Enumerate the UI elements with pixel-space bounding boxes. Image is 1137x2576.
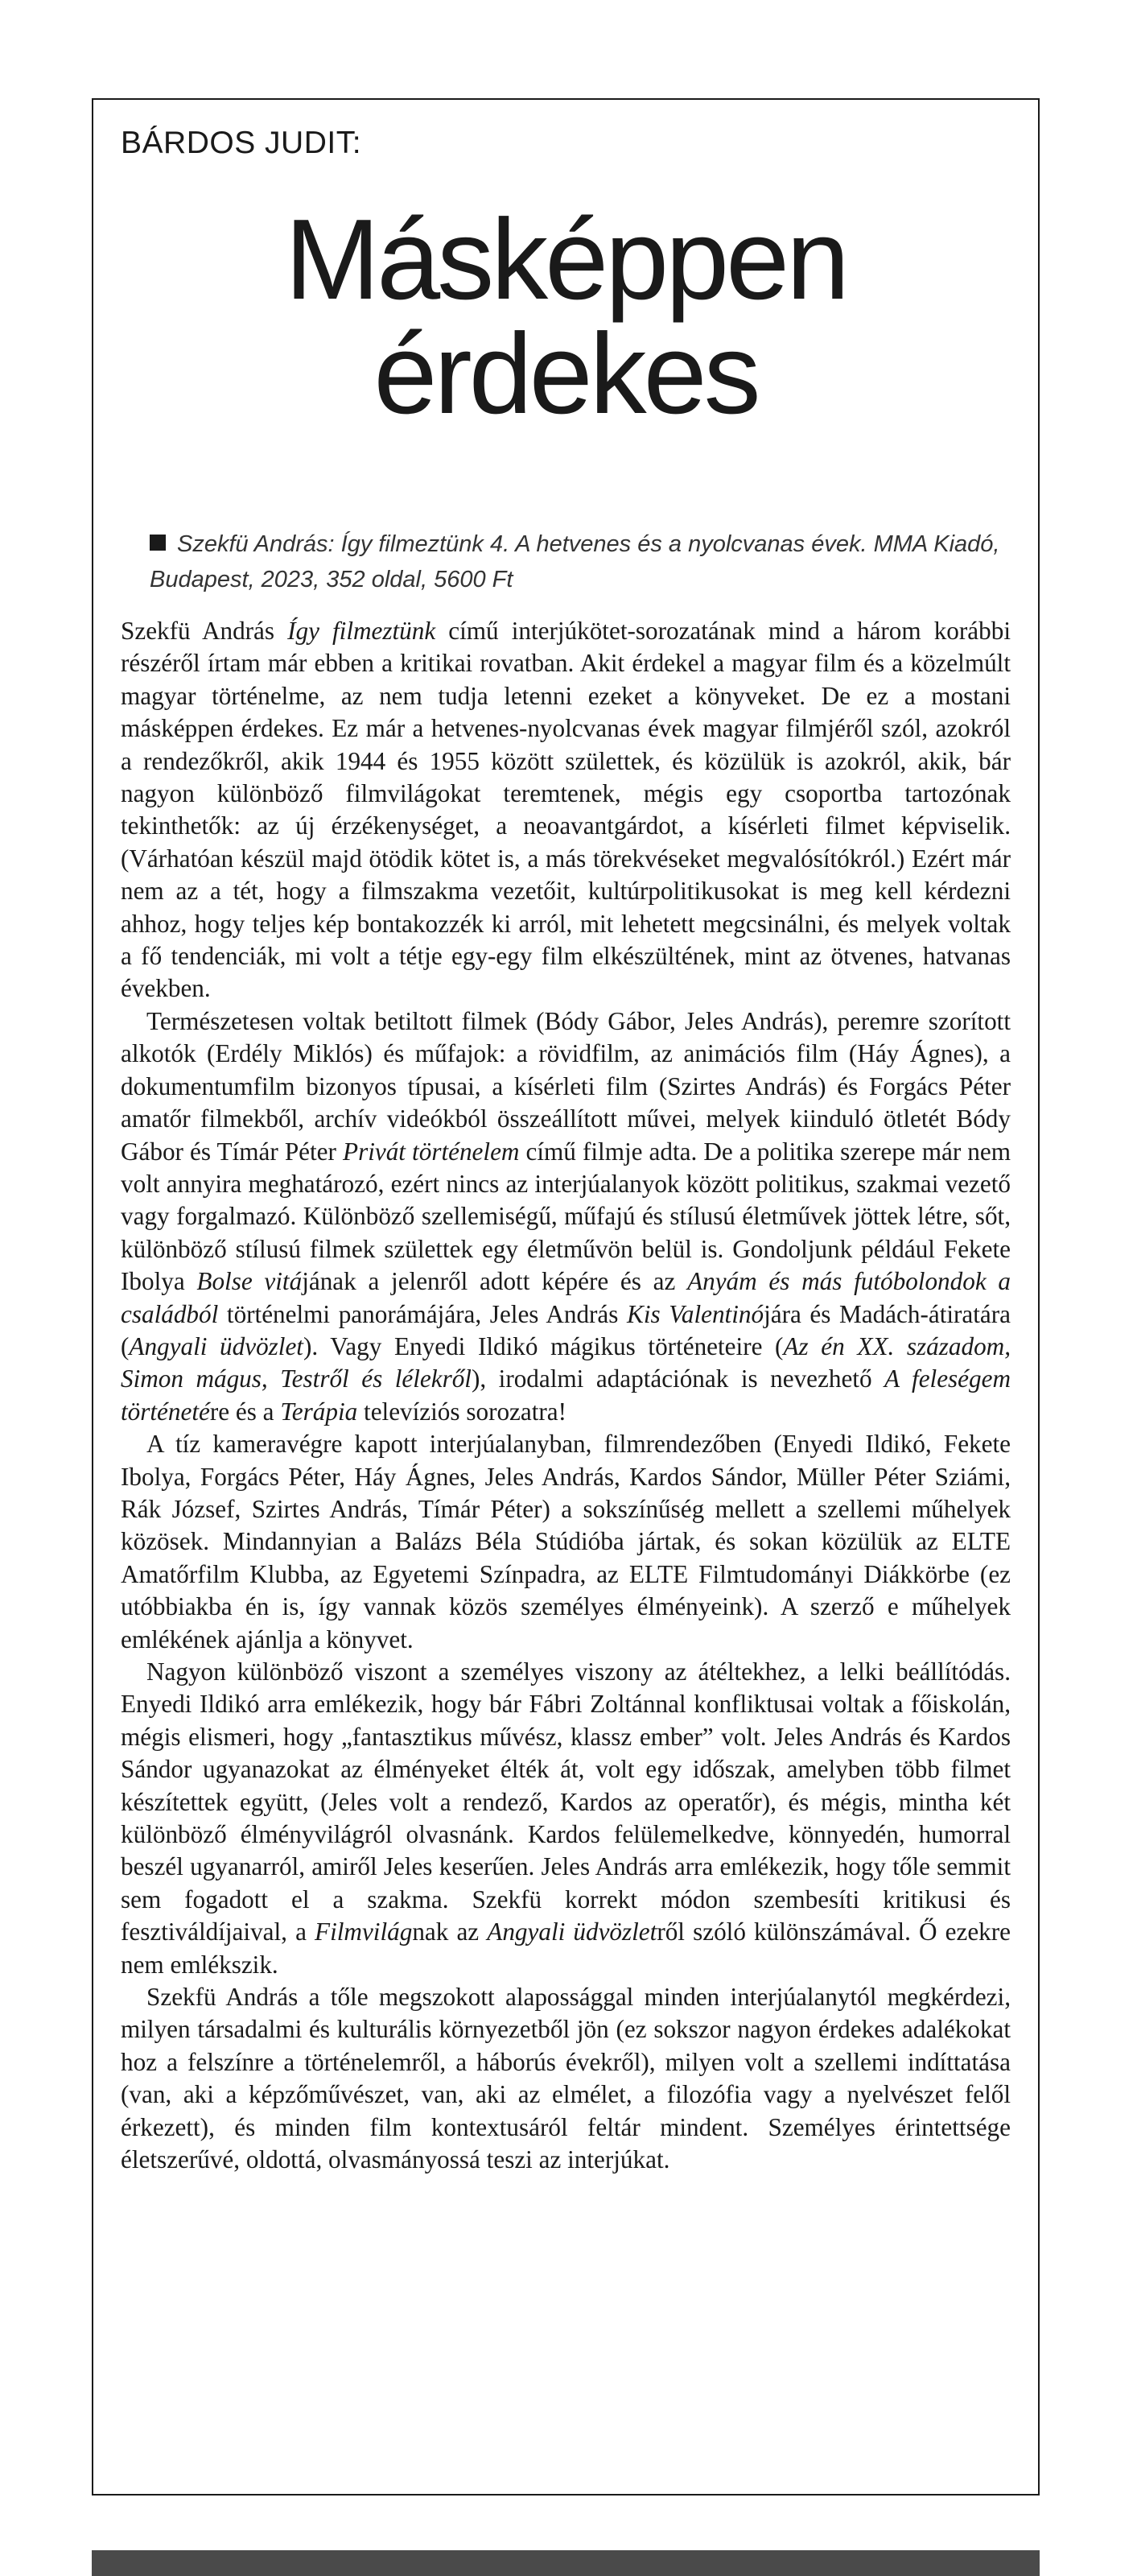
paragraph-text: ). Vagy Enyedi Ildikó mágikus történeteire ( <box>303 1331 784 1360</box>
bullet-square-icon <box>150 535 166 551</box>
paragraph-text: ről szóló különszámával. Ő ezekre nem emlékszik. <box>121 1918 1011 1979</box>
page-bottom-bar <box>92 2550 1040 2576</box>
book-bibliography <box>150 526 1014 597</box>
italic-title-text: Kis Valentinó <box>627 1299 764 1328</box>
italic-title-text: Angyali üdvözlet <box>487 1918 657 1946</box>
title-line-2: érdekes <box>373 310 758 438</box>
paragraph-text: nak az <box>412 1918 488 1946</box>
paragraph-text: történelmi panorámájára, Jeles András <box>218 1299 628 1328</box>
paragraph-text: Nagyon különböző viszont a személyes viszony az átéltekhez, a lelki beállítódás. Enyedi Ildikó arra emlékezik, hogy bár Fábri Zoltánnal konfliktusai voltak a főiskolán, mégis elismeri, hogy „fantasztikus művész, klassz ember” volt. Jeles András és Kardos Sándor ugyanazokat az élményeket élték át, volt egy időszak, amelyben több filmet készítettek együtt, (Jeles volt a rendező, Kardos az operatőr), és mégis, mintha két különböző élményvilágról olvasnánk. Kardos felülemelkedve, könnyedén, humorral beszél ugyanarról, amiről Jeles keserűen. Jeles András arra emlékezik, hogy tőle semmit sem fogadott el a szakma. Szekfü korrekt módon szembesíti kritikusi és fesztiváldíjaival, a <box>121 1657 1011 1946</box>
italic-title-text: Terápia <box>280 1397 358 1426</box>
italic-title-text: Privát történelem <box>343 1137 520 1166</box>
paragraph-text: című filmje adta. De a politika szerepe már nem volt annyira meghatározó, ezért nincs az interjúalanyok között politikus, szakmai vezető vagy forgalmazó. Különböző szellemiségű, műfajú és stílusú életművek jöttek létre, sőt, különböző stílusú filmek születtek egy életművön belül is. Gondoljunk például Fekete Ibolya <box>121 1137 1011 1296</box>
italic-title-text: Az én XX. századom, Simon mágus, Testről és lélekről <box>121 1331 1011 1393</box>
paragraph-text: című interjúkötet-sorozatának mind a három korábbi részéről írtam már ebben a kritikai rovatban. Akit érdekel a magyar film és a közelmúlt magyar történelme, az nem tudja letenni ezeket a könyveket. De ez a mostani másképpen érdekes. Ez már a hetvenes-nyolcvanas évek magyar filmjéről szól, azokról a rendezőkről, akik 1944 és 1955 között születtek, és közülük is azokról, akik, bár nagyon különböző filmvilágokat teremtenek, mégis egy csoportba tartozónak tekinthetők: az új érzékenységet, a neoavantgárdot, a kísérleti filmet képviselik. (Várhatóan készül majd ötödik kötet is, a más törekvéseket megvalósítókról.) Ezért már nem az a tét, hogy a filmszakma vezetőit, kultúrpolitikusokat is meg kell kérdezni ahhoz, hogy teljes kép bontakozzék ki arról, mit lehetett megcsinálni, és melyek voltak a fő tendenciák, mi volt a tétje egy-egy film elkészültének, mint az ötvenes, hatvanas években. <box>121 617 1011 1003</box>
bibliography-text: Szekfü András: Így filmeztünk 4. A hetvenes és a nyolcvanas évek. MMA Kiadó, Budapest, 2023, 352 oldal, 5600 Ft <box>150 531 1000 592</box>
paragraph-text: A tíz kameravégre kapott interjúalanyban, filmrendezőben (Enyedi Ildikó, Fekete Ibolya, Forgács Péter, Háy Ágnes, Jeles András, Kardos Sándor, Müller Péter Sziámi, Rák József, Szirtes András, Tímár Péter) a sokszínűség mellett a szellemi műhelyek közösek. Mindannyian a Balázs Béla Stúdióba jártak, és sokan közülük az ELTE Amatőrfilm Klubba, az Egyetemi Színpadra, az ELTE Filmtudományi Diákkörbe (ez utóbbiakba én is, így vannak közös személyes élményeink). A szerző e műhelyek emlékének ajánlja a könyvet. <box>121 1430 1011 1653</box>
body-paragraph <box>121 1656 1011 1981</box>
paragraph-text: ), irodalmi adaptációnak is nevezhető <box>471 1364 885 1393</box>
body-paragraph <box>121 1981 1011 2176</box>
italic-title-text: Bolse vitá <box>196 1267 303 1296</box>
body-paragraph <box>121 1428 1011 1656</box>
paragraph-text: jára és Madách-átiratára ( <box>121 1299 1011 1360</box>
italic-title-text: A feleségem történeté <box>121 1364 1011 1426</box>
article-frame <box>92 98 1040 2496</box>
italic-title-text: Így filmeztünk <box>287 617 436 645</box>
body-paragraph <box>121 615 1011 1005</box>
article-title <box>93 196 1038 438</box>
article-author: BÁRDOS JUDIT: <box>121 126 362 160</box>
italic-title-text: Filmvilág <box>315 1918 413 1946</box>
paragraph-text: re és a <box>209 1397 281 1426</box>
body-paragraph <box>121 1005 1011 1428</box>
paragraph-text: jának a jelenről adott képére és az <box>302 1267 688 1296</box>
italic-title-text: Anyám és más futóbolondok a családból <box>121 1267 1011 1328</box>
paragraph-text: televíziós sorozatra! <box>357 1397 567 1426</box>
paragraph-text: Természetesen voltak betiltott filmek (Bódy Gábor, Jeles András), peremre szorított alkotók (Erdély Miklós) és műfajok: a rövidfilm, az animációs film (Háy Ágnes), a dokumentumfilm bizonyos típusai, a kísérleti film (Szirtes András) és Forgács Péter amatőr filmekből, archív videókból összeállított művei, melyek kiinduló ötletét Bódy Gábor és Tímár Péter <box>121 1006 1011 1166</box>
paragraph-text: Szekfü András <box>121 617 288 645</box>
paragraph-text: Szekfü András a tőle megszokott alapossággal minden interjúalanytól megkérdezi, milyen társadalmi és kulturális környezetből jön (ez sokszor nagyon érdekes adalékokat hoz a felszínre a történelemről, a háborús évekről), milyen volt a szellemi indíttatása (van, aki a képzőművészet, van, aki az elmélet, a filozófia vagy a nyelvészet felől érkezett), és minden film kontextusáról feltár mindent. Személyes érintettsége életszerűvé, oldottá, olvasmányossá teszi az interjúkat. <box>121 1983 1011 2174</box>
italic-title-text: Angyali üdvözlet <box>129 1331 303 1360</box>
article-body <box>121 615 1011 2177</box>
title-line-1: Másképpen <box>284 196 847 324</box>
